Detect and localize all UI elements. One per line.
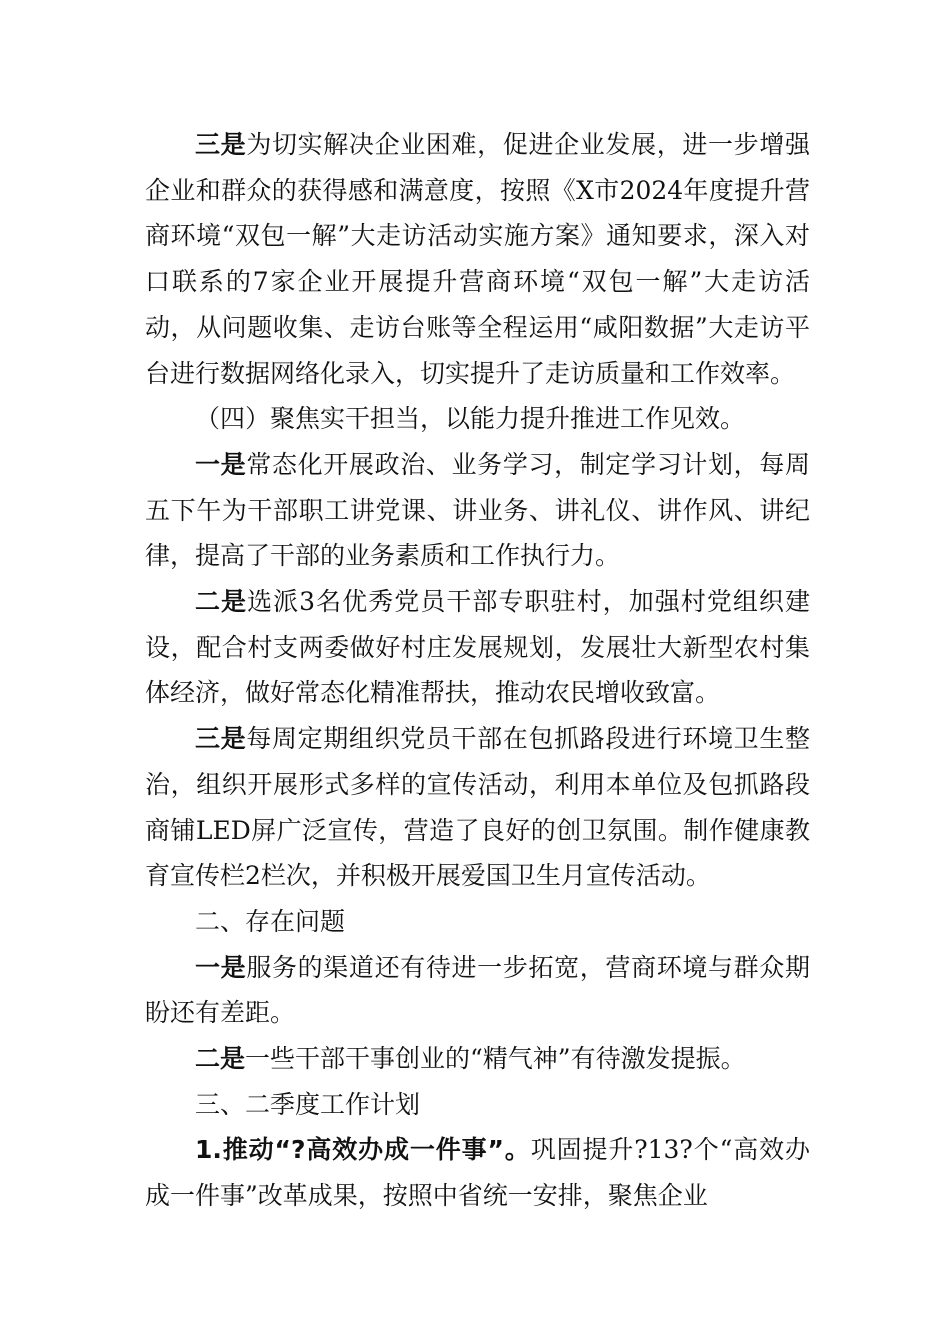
paragraph-text: 巩固提升?13?个“高效办成一件事”改革成果，按照中省统一安排，聚焦企业 (145, 1135, 810, 1211)
paragraph-lead: 三是 (195, 130, 247, 159)
paragraph-problem-one (145, 945, 810, 1036)
paragraph-problem-two (145, 1036, 810, 1082)
paragraph-lead: 一是 (195, 449, 247, 479)
paragraph-text: （四）聚焦实干担当，以能力提升推进工作见效。 (195, 404, 746, 434)
paragraph-text: 服务的渠道还有待进一步拓宽，营商环境与群众期盼还有差距。 (145, 952, 810, 1028)
section-heading-plan (145, 1082, 810, 1128)
paragraph-text: 三、二季度工作计划 (195, 1089, 421, 1119)
paragraph-lead: 1.推动“?高效办成一件事”。 (195, 1135, 531, 1165)
paragraph-text: 为切实解决企业困难，促进企业发展，进一步增强企业和群众的获得感和满意度，按照《X市2024年度提升营商环境“双包一解”大走访活动实施方案》通知要求，深入对口联系的7家企业开展提升营商环境“双包一解”大走访活动，从问题收集、走访台账等全程运用“咸阳数据”大走访平台进行数据网络化录入，切实提升了走访质量和工作效率。 (145, 130, 810, 388)
document-body (145, 122, 810, 1219)
paragraph-lead: 一是 (195, 952, 247, 982)
section-heading-four (145, 396, 810, 442)
paragraph-text: 选派3名优秀党员干部专职驻村，加强村党组织建设，配合村支两委做好村庄发展规划，发展壮大新型农村集体经济，做好常态化精准帮扶，推动农民增收致富。 (145, 587, 810, 708)
paragraph-text: 每周定期组织党员干部在包抓路段进行环境卫生整治，组织开展形式多样的宣传活动，利用本单位及包抓路段商铺LED屏广泛宣传，营造了良好的创卫氛围。制作健康教育宣传栏2栏次，并积极开展爱国卫生月宣传活动。 (145, 724, 810, 891)
paragraph-lead: 二是 (195, 587, 248, 617)
paragraph-study (145, 442, 810, 579)
paragraph-visit-activity (145, 122, 810, 396)
paragraph-plan-one (145, 1127, 810, 1218)
paragraph-sanitation (145, 716, 810, 899)
section-heading-problems (145, 899, 810, 945)
paragraph-text: 常态化开展政治、业务学习，制定学习计划，每周五下午为干部职工讲党课、讲业务、讲礼仪、讲作风、讲纪律，提高了干部的业务素质和工作执行力。 (145, 449, 810, 571)
paragraph-village (145, 579, 810, 716)
paragraph-lead: 三是 (195, 724, 247, 754)
paragraph-lead: 二是 (195, 1044, 246, 1074)
paragraph-text: 一些干部干事创业的“精气神”有待激发提振。 (245, 1044, 746, 1074)
paragraph-text: 二、存在问题 (195, 906, 346, 936)
